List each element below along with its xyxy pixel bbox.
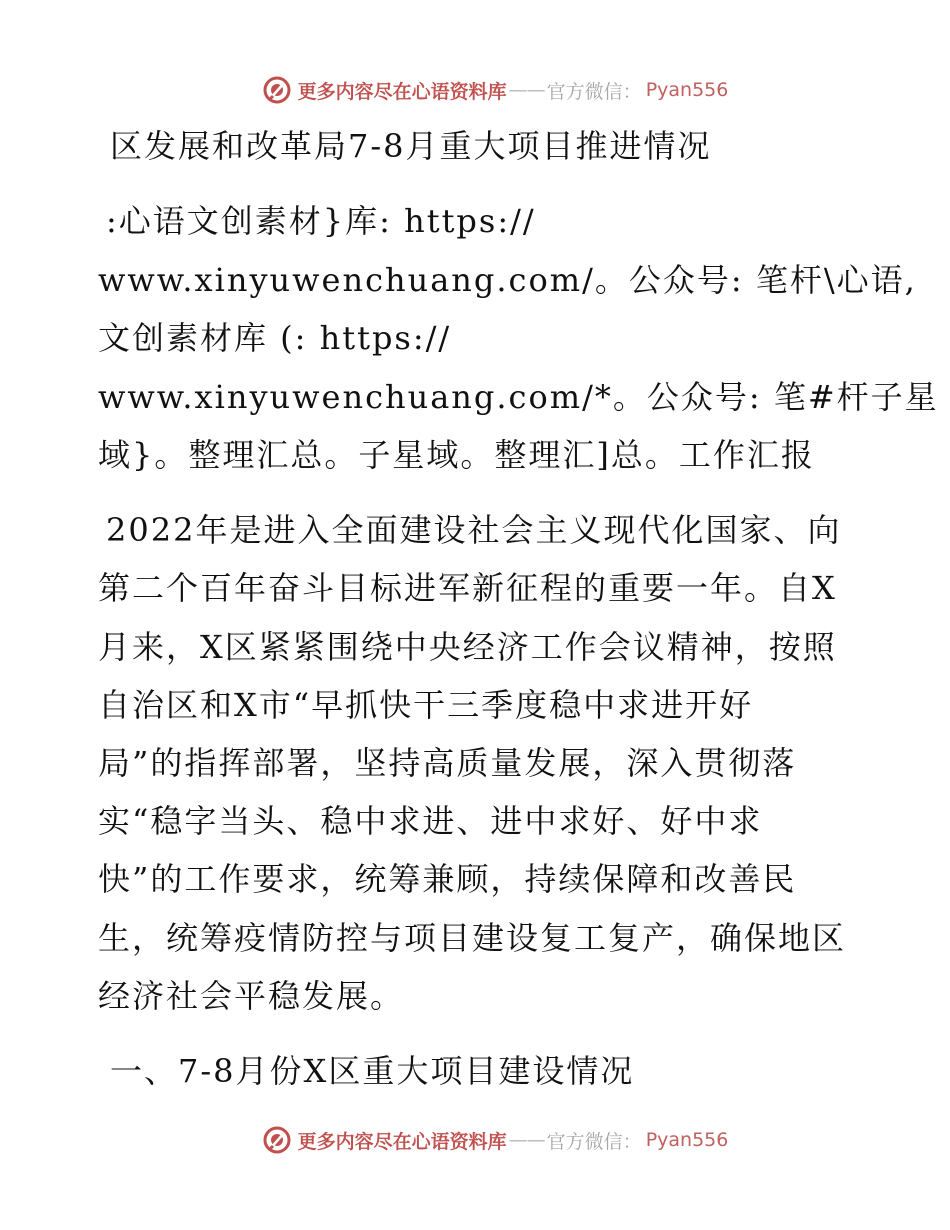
banner-separator: —— [508, 1129, 545, 1151]
footer-watermark-banner [0, 1120, 950, 1160]
paragraph-line: 局”的指挥部署，坚持高质量发展，深入贯彻落 [98, 744, 797, 782]
banner-text: 更多内容尽在心语资料库 [297, 1130, 507, 1153]
source-line: 域}。整理汇总。子星域。整理汇]总。工作汇报 [98, 436, 815, 474]
pen-logo-icon [262, 1125, 292, 1155]
banner-text: 更多内容尽在心语资料库 [297, 80, 507, 103]
paragraph-line: 2022年是进入全面建设社会主义现代化国家、向 [106, 511, 842, 549]
paragraph-line: 经济社会平稳发展。 [98, 977, 405, 1015]
paragraph-line: 快”的工作要求，统筹兼顾，持续保障和改善民 [98, 860, 797, 898]
source-line: www.xinyuwenchuang.com/。公众号: 笔杆\心语, [98, 261, 917, 299]
paragraph-line: 第二个百年奋斗目标进军新征程的重要一年。自X [98, 569, 837, 607]
source-line: 文创素材库 (: https:// [98, 319, 452, 357]
section-heading: 一、7-8月份X区重大项目建设情况 [110, 1052, 635, 1090]
banner-official-label: 官方微信： [546, 80, 642, 103]
paragraph-line: 生，统筹疫情防控与项目建设复工复产，确保地区 [98, 919, 847, 957]
source-line: www.xinyuwenchuang.com/*。公众号: 笔#杆子星 [98, 378, 939, 416]
paragraph-line: 月来，X区紧紧围绕中央经济工作会议精神，按照 [98, 628, 837, 666]
document-title: 区发展和改革局7-8月重大项目推进情况 [110, 127, 712, 165]
banner-official-label: 官方微信： [546, 1130, 642, 1153]
paragraph-line: 自治区和X市“早抓快干三季度稳中求进开好 [98, 686, 754, 724]
banner-wechat-id: Pyan556 [645, 79, 729, 101]
source-line: :心语文创素材}库: https:// [106, 202, 536, 240]
banner-wechat-id: Pyan556 [645, 1129, 729, 1151]
header-watermark-banner [0, 70, 950, 110]
paragraph-line: 实“稳字当头、稳中求进、进中求好、好中求 [98, 802, 763, 840]
pen-logo-icon [262, 75, 292, 105]
banner-separator: —— [508, 79, 545, 101]
